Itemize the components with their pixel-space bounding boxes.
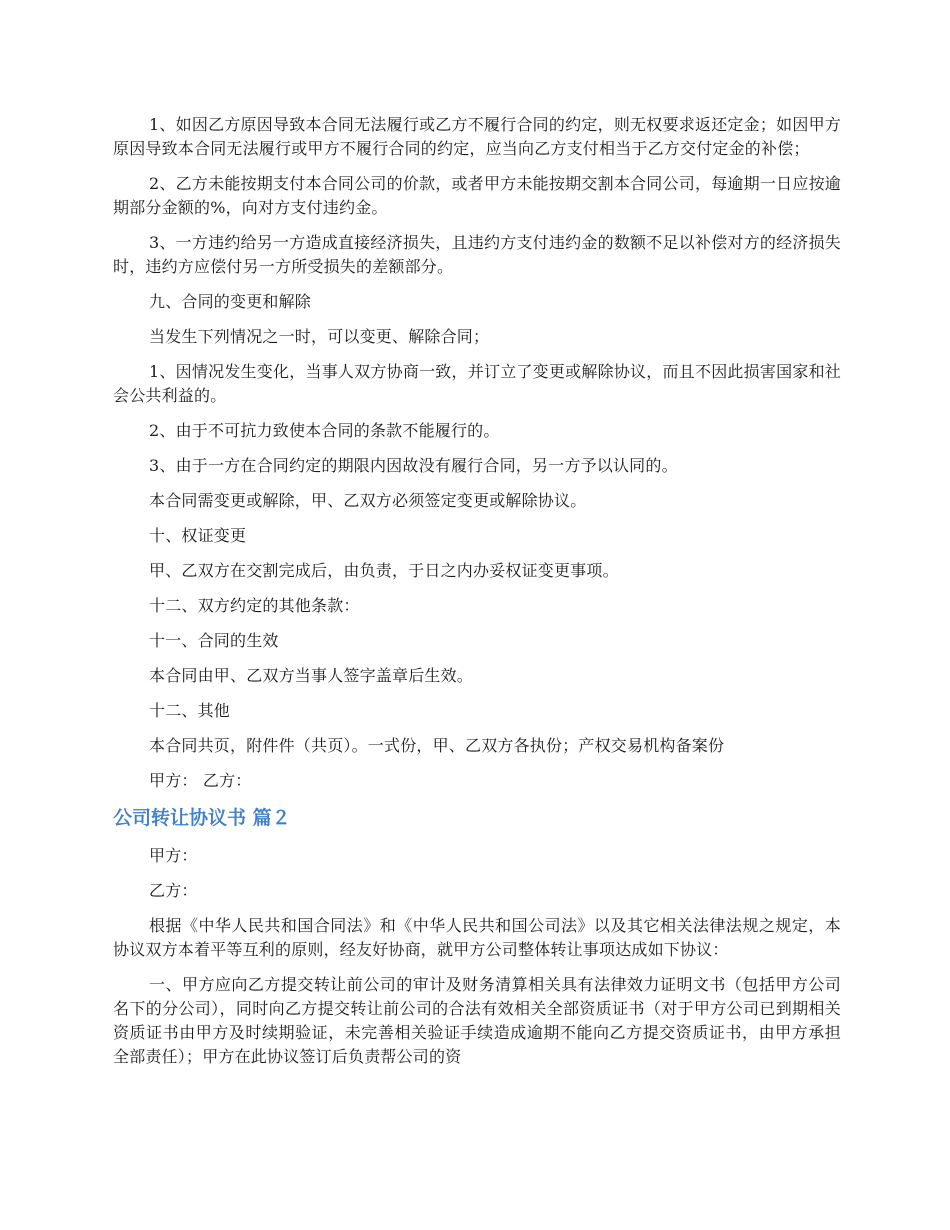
paragraph-default-deposit: 1、如因乙方原因导致本合同无法履行或乙方不履行合同的约定，则无权要求返还定金；如因甲方原因导致本合同无法履行或甲方不履行合同的约定，应当向乙方支付相当于乙方交付定金的补偿； (113, 115, 841, 158)
paragraph-change-conditions: 当发生下列情况之一时，可以变更、解除合同； (149, 327, 490, 346)
document-page (113, 113, 841, 1080)
section-title-other-terms: 十二、双方约定的其他条款： (149, 596, 360, 615)
paragraph-title-change: 甲、乙双方在交割完成后，由负责，于日之内办妥权证变更事项。 (149, 561, 619, 580)
paragraph-legal-basis: 根据《中华人民共和国合同法》和《中华人民共和国公司法》以及其它相关法律法规之规定，本协议双方本着平等互利的原则，经友好协商，就甲方公司整体转让事项达成如下协议： (113, 916, 841, 959)
paragraph-change-agreement: 本合同需变更或解除，甲、乙双方必须签定变更或解除协议。 (149, 491, 587, 510)
paragraph-clause-1: 一、甲方应向乙方提交转让前公司的审计及财务清算相关具有法律效力证明文书（包括甲方公司名下的分公司），同时向乙方提交转让前公司的合法有效相关全部资质证书（对于甲方公司已到期相关资质证书由甲方及时续期验证，未完善相关验证手续造成逾期不能向乙方提交资质证书，由甲方承担全部责任）；甲方在此协议签订后负责帮公司的资 (113, 975, 841, 1066)
paragraph-party-a: 甲方： (149, 846, 198, 865)
paragraph-party-b: 乙方： (149, 881, 198, 900)
paragraph-copies: 本合同共页，附件件（共页）。一式份，甲、乙双方各执份；产权交易机构备案份 (149, 736, 725, 755)
section-title-title-change: 十、权证变更 (149, 526, 247, 545)
paragraph-late-payment: 2、乙方未能按期支付本合同公司的价款，或者甲方未能按期交割本合同公司，每逾期一日应按逾期部分金额的%，向对方支付违约金。 (113, 174, 841, 217)
section-title-change-termination: 九、合同的变更和解除 (149, 292, 312, 311)
paragraph-condition-1: 1、因情况发生变化，当事人双方协商一致，并订立了变更或解除协议，而且不因此损害国家和社会公共利益的。 (113, 362, 841, 405)
section-title-other: 十二、其他 (149, 701, 231, 720)
paragraph-signatures: 甲方： 乙方： (149, 771, 252, 790)
paragraph-effectiveness: 本合同由甲、乙双方当事人签字盖章后生效。 (149, 666, 474, 685)
paragraph-condition-2: 2、由于不可抗力致使本合同的条款不能履行的。 (149, 421, 500, 440)
section-title-effectiveness: 十一、合同的生效 (149, 631, 279, 650)
paragraph-direct-loss: 3、一方违约给另一方造成直接经济损失，且违约方支付违约金的数额不足以补偿对方的经济损失时，违约方应偿付另一方所受损失的差额部分。 (113, 233, 841, 276)
article-heading-2: 公司转让协议书 篇２ (113, 807, 291, 829)
paragraph-condition-3: 3、由于一方在合同约定的期限内因故没有履行合同，另一方予以认同的。 (149, 456, 678, 475)
